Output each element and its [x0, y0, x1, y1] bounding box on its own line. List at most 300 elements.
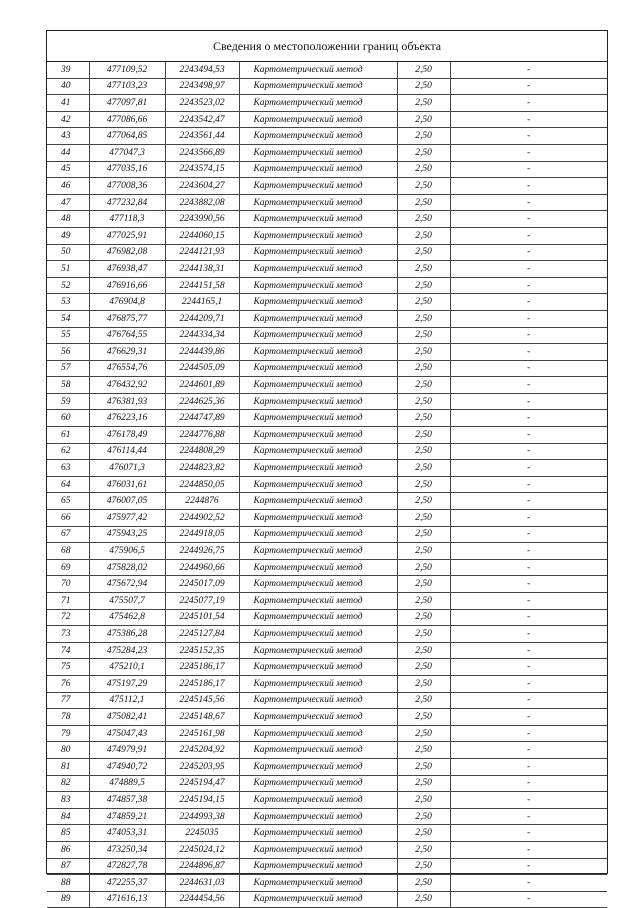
accuracy-cell: 2,50	[397, 675, 450, 692]
description-cell: -	[450, 792, 607, 809]
description-cell: -	[450, 825, 607, 842]
y-coordinate-cell: 2244631,03	[165, 875, 239, 892]
description-cell: -	[450, 476, 607, 493]
accuracy-cell: 2,50	[397, 858, 450, 875]
point-number-cell: 76	[47, 675, 89, 692]
table-row	[47, 211, 607, 228]
x-coordinate-cell: 474940,72	[89, 758, 165, 775]
method-cell: Картометрический метод	[239, 725, 397, 742]
y-coordinate-cell: 2243561,44	[165, 128, 239, 145]
point-number-cell: 56	[47, 344, 89, 361]
x-coordinate-cell: 476982,08	[89, 244, 165, 261]
method-cell: Картометрический метод	[239, 161, 397, 178]
table-row	[47, 78, 607, 95]
y-coordinate-cell: 2245186,17	[165, 659, 239, 676]
x-coordinate-cell: 475977,42	[89, 510, 165, 527]
accuracy-cell: 2,50	[397, 659, 450, 676]
y-coordinate-cell: 2243566,89	[165, 144, 239, 161]
method-cell: Картометрический метод	[239, 825, 397, 842]
accuracy-cell: 2,50	[397, 227, 450, 244]
x-coordinate-cell: 476904,8	[89, 294, 165, 311]
description-cell: -	[450, 692, 607, 709]
description-cell: -	[450, 543, 607, 560]
method-cell: Картометрический метод	[239, 294, 397, 311]
description-cell: -	[450, 310, 607, 327]
y-coordinate-cell: 2244138,31	[165, 261, 239, 278]
y-coordinate-cell: 2244896,87	[165, 858, 239, 875]
method-cell: Картометрический метод	[239, 410, 397, 427]
y-coordinate-cell: 2243523,02	[165, 95, 239, 112]
description-cell: -	[450, 443, 607, 460]
description-cell: -	[450, 576, 607, 593]
y-coordinate-cell: 2244439,86	[165, 344, 239, 361]
method-cell: Картометрический метод	[239, 543, 397, 560]
y-coordinate-cell: 2244747,89	[165, 410, 239, 427]
y-coordinate-cell: 2245077,19	[165, 593, 239, 610]
x-coordinate-cell: 475386,28	[89, 626, 165, 643]
accuracy-cell: 2,50	[397, 211, 450, 228]
description-cell: -	[450, 493, 607, 510]
table-row	[47, 344, 607, 361]
y-coordinate-cell: 2245145,56	[165, 692, 239, 709]
y-coordinate-cell: 2245148,67	[165, 709, 239, 726]
description-cell: -	[450, 410, 607, 427]
point-number-cell: 63	[47, 460, 89, 477]
table-row	[47, 891, 607, 908]
table-row	[47, 294, 607, 311]
x-coordinate-cell: 477025,91	[89, 227, 165, 244]
accuracy-cell: 2,50	[397, 609, 450, 626]
point-number-cell: 51	[47, 261, 89, 278]
x-coordinate-cell: 476031,61	[89, 476, 165, 493]
table-row	[47, 261, 607, 278]
point-number-cell: 89	[47, 891, 89, 908]
point-number-cell: 57	[47, 360, 89, 377]
x-coordinate-cell: 477097,81	[89, 95, 165, 112]
y-coordinate-cell: 2245194,15	[165, 792, 239, 809]
method-cell: Картометрический метод	[239, 62, 397, 78]
table-row	[47, 576, 607, 593]
y-coordinate-cell: 2245127,84	[165, 626, 239, 643]
y-coordinate-cell: 2244454,56	[165, 891, 239, 908]
method-cell: Картометрический метод	[239, 493, 397, 510]
x-coordinate-cell: 477118,3	[89, 211, 165, 228]
y-coordinate-cell: 2245152,35	[165, 642, 239, 659]
method-cell: Картометрический метод	[239, 244, 397, 261]
point-number-cell: 75	[47, 659, 89, 676]
point-number-cell: 81	[47, 758, 89, 775]
accuracy-cell: 2,50	[397, 808, 450, 825]
table-row	[47, 427, 607, 444]
y-coordinate-cell: 2244625,36	[165, 393, 239, 410]
x-coordinate-cell: 475672,94	[89, 576, 165, 593]
description-cell: -	[450, 344, 607, 361]
point-number-cell: 87	[47, 858, 89, 875]
method-cell: Картометрический метод	[239, 642, 397, 659]
description-cell: -	[450, 775, 607, 792]
table-row	[47, 443, 607, 460]
point-number-cell: 69	[47, 559, 89, 576]
accuracy-cell: 2,50	[397, 194, 450, 211]
x-coordinate-cell: 476554,76	[89, 360, 165, 377]
method-cell: Картометрический метод	[239, 659, 397, 676]
x-coordinate-cell: 477109,52	[89, 62, 165, 78]
table-row	[47, 62, 607, 78]
y-coordinate-cell: 2244165,1	[165, 294, 239, 311]
method-cell: Картометрический метод	[239, 510, 397, 527]
point-number-cell: 46	[47, 178, 89, 195]
y-coordinate-cell: 2244876	[165, 493, 239, 510]
y-coordinate-cell: 2245186,17	[165, 675, 239, 692]
y-coordinate-cell: 2244151,58	[165, 277, 239, 294]
method-cell: Картометрический метод	[239, 692, 397, 709]
point-number-cell: 58	[47, 377, 89, 394]
x-coordinate-cell: 477064,85	[89, 128, 165, 145]
y-coordinate-cell: 2245161,98	[165, 725, 239, 742]
method-cell: Картометрический метод	[239, 78, 397, 95]
method-cell: Картометрический метод	[239, 327, 397, 344]
accuracy-cell: 2,50	[397, 476, 450, 493]
table-row	[47, 360, 607, 377]
description-cell: -	[450, 808, 607, 825]
accuracy-cell: 2,50	[397, 626, 450, 643]
point-number-cell: 79	[47, 725, 89, 742]
point-number-cell: 67	[47, 526, 89, 543]
x-coordinate-cell: 476071,3	[89, 460, 165, 477]
table-row	[47, 725, 607, 742]
point-number-cell: 47	[47, 194, 89, 211]
point-number-cell: 42	[47, 111, 89, 128]
method-cell: Картометрический метод	[239, 111, 397, 128]
y-coordinate-cell: 2244902,52	[165, 510, 239, 527]
point-number-cell: 49	[47, 227, 89, 244]
method-cell: Картометрический метод	[239, 593, 397, 610]
x-coordinate-cell: 476764,55	[89, 327, 165, 344]
accuracy-cell: 2,50	[397, 178, 450, 195]
accuracy-cell: 2,50	[397, 310, 450, 327]
point-number-cell: 44	[47, 144, 89, 161]
point-number-cell: 88	[47, 875, 89, 892]
point-number-cell: 72	[47, 609, 89, 626]
table-row	[47, 808, 607, 825]
x-coordinate-cell: 475462,8	[89, 609, 165, 626]
accuracy-cell: 2,50	[397, 244, 450, 261]
x-coordinate-cell: 475284,23	[89, 642, 165, 659]
description-cell: -	[450, 609, 607, 626]
point-number-cell: 83	[47, 792, 89, 809]
table-row	[47, 95, 607, 112]
description-cell: -	[450, 261, 607, 278]
y-coordinate-cell: 2244960,66	[165, 559, 239, 576]
description-cell: -	[450, 875, 607, 892]
point-number-cell: 40	[47, 78, 89, 95]
method-cell: Картометрический метод	[239, 277, 397, 294]
point-number-cell: 45	[47, 161, 89, 178]
accuracy-cell: 2,50	[397, 692, 450, 709]
x-coordinate-cell: 476875,77	[89, 310, 165, 327]
description-cell: -	[450, 277, 607, 294]
y-coordinate-cell: 2245204,92	[165, 742, 239, 759]
y-coordinate-cell: 2244334,34	[165, 327, 239, 344]
table-row	[47, 559, 607, 576]
description-cell: -	[450, 194, 607, 211]
method-cell: Картометрический метод	[239, 875, 397, 892]
method-cell: Картометрический метод	[239, 128, 397, 145]
accuracy-cell: 2,50	[397, 62, 450, 78]
x-coordinate-cell: 476432,92	[89, 377, 165, 394]
table-row	[47, 675, 607, 692]
accuracy-cell: 2,50	[397, 510, 450, 527]
method-cell: Картометрический метод	[239, 891, 397, 908]
method-cell: Картометрический метод	[239, 310, 397, 327]
x-coordinate-cell: 476178,49	[89, 427, 165, 444]
x-coordinate-cell: 475210,1	[89, 659, 165, 676]
point-number-cell: 80	[47, 742, 89, 759]
table-row	[47, 410, 607, 427]
y-coordinate-cell: 2244808,29	[165, 443, 239, 460]
y-coordinate-cell: 2243882,08	[165, 194, 239, 211]
y-coordinate-cell: 2243990,56	[165, 211, 239, 228]
description-cell: -	[450, 211, 607, 228]
table-row	[47, 659, 607, 676]
description-cell: -	[450, 95, 607, 112]
table-row	[47, 128, 607, 145]
table-row	[47, 493, 607, 510]
method-cell: Картометрический метод	[239, 858, 397, 875]
point-number-cell: 61	[47, 427, 89, 444]
point-number-cell: 59	[47, 393, 89, 410]
x-coordinate-cell: 474857,38	[89, 792, 165, 809]
x-coordinate-cell: 475943,25	[89, 526, 165, 543]
accuracy-cell: 2,50	[397, 95, 450, 112]
x-coordinate-cell: 474889,5	[89, 775, 165, 792]
description-cell: -	[450, 675, 607, 692]
table-row	[47, 178, 607, 195]
method-cell: Картометрический метод	[239, 360, 397, 377]
point-number-cell: 85	[47, 825, 89, 842]
point-number-cell: 68	[47, 543, 89, 560]
method-cell: Картометрический метод	[239, 227, 397, 244]
description-cell: -	[450, 891, 607, 908]
x-coordinate-cell: 476381,93	[89, 393, 165, 410]
description-cell: -	[450, 377, 607, 394]
point-number-cell: 73	[47, 626, 89, 643]
description-cell: -	[450, 626, 607, 643]
method-cell: Картометрический метод	[239, 377, 397, 394]
table-row	[47, 393, 607, 410]
table-row	[47, 194, 607, 211]
y-coordinate-cell: 2244823,82	[165, 460, 239, 477]
x-coordinate-cell: 477047,3	[89, 144, 165, 161]
table-row	[47, 310, 607, 327]
method-cell: Картометрический метод	[239, 427, 397, 444]
accuracy-cell: 2,50	[397, 493, 450, 510]
x-coordinate-cell: 473250,34	[89, 841, 165, 858]
y-coordinate-cell: 2245035	[165, 825, 239, 842]
description-cell: -	[450, 841, 607, 858]
y-coordinate-cell: 2243542,47	[165, 111, 239, 128]
accuracy-cell: 2,50	[397, 111, 450, 128]
table-row	[47, 244, 607, 261]
x-coordinate-cell: 472255,37	[89, 875, 165, 892]
point-number-cell: 54	[47, 310, 89, 327]
method-cell: Картометрический метод	[239, 460, 397, 477]
point-number-cell: 74	[47, 642, 89, 659]
boundary-points-table	[47, 62, 607, 908]
x-coordinate-cell: 475047,43	[89, 725, 165, 742]
point-number-cell: 82	[47, 775, 89, 792]
accuracy-cell: 2,50	[397, 742, 450, 759]
point-number-cell: 62	[47, 443, 89, 460]
point-number-cell: 48	[47, 211, 89, 228]
description-cell: -	[450, 526, 607, 543]
accuracy-cell: 2,50	[397, 161, 450, 178]
method-cell: Картометрический метод	[239, 144, 397, 161]
method-cell: Картометрический метод	[239, 211, 397, 228]
method-cell: Картометрический метод	[239, 709, 397, 726]
table-row	[47, 460, 607, 477]
description-cell: -	[450, 725, 607, 742]
accuracy-cell: 2,50	[397, 128, 450, 145]
description-cell: -	[450, 427, 607, 444]
accuracy-cell: 2,50	[397, 709, 450, 726]
accuracy-cell: 2,50	[397, 526, 450, 543]
description-cell: -	[450, 294, 607, 311]
description-cell: -	[450, 161, 607, 178]
y-coordinate-cell: 2243494,53	[165, 62, 239, 78]
accuracy-cell: 2,50	[397, 327, 450, 344]
point-number-cell: 50	[47, 244, 89, 261]
accuracy-cell: 2,50	[397, 841, 450, 858]
y-coordinate-cell: 2245194,47	[165, 775, 239, 792]
accuracy-cell: 2,50	[397, 377, 450, 394]
table-row	[47, 792, 607, 809]
table-row	[47, 327, 607, 344]
accuracy-cell: 2,50	[397, 792, 450, 809]
table-row	[47, 825, 607, 842]
x-coordinate-cell: 475507,7	[89, 593, 165, 610]
point-number-cell: 39	[47, 62, 89, 78]
method-cell: Картометрический метод	[239, 476, 397, 493]
accuracy-cell: 2,50	[397, 460, 450, 477]
method-cell: Картометрический метод	[239, 443, 397, 460]
description-cell: -	[450, 642, 607, 659]
accuracy-cell: 2,50	[397, 725, 450, 742]
accuracy-cell: 2,50	[397, 393, 450, 410]
accuracy-cell: 2,50	[397, 344, 450, 361]
x-coordinate-cell: 475828,02	[89, 559, 165, 576]
point-number-cell: 41	[47, 95, 89, 112]
description-cell: -	[450, 244, 607, 261]
point-number-cell: 64	[47, 476, 89, 493]
description-cell: -	[450, 144, 607, 161]
description-cell: -	[450, 78, 607, 95]
accuracy-cell: 2,50	[397, 875, 450, 892]
y-coordinate-cell: 2245101,54	[165, 609, 239, 626]
x-coordinate-cell: 474053,31	[89, 825, 165, 842]
table-body	[47, 62, 607, 908]
x-coordinate-cell: 476938,47	[89, 261, 165, 278]
y-coordinate-cell: 2244209,71	[165, 310, 239, 327]
table-row	[47, 841, 607, 858]
accuracy-cell: 2,50	[397, 360, 450, 377]
table-row	[47, 626, 607, 643]
x-coordinate-cell: 471616,13	[89, 891, 165, 908]
y-coordinate-cell: 2244850,05	[165, 476, 239, 493]
point-number-cell: 77	[47, 692, 89, 709]
y-coordinate-cell: 2243498,97	[165, 78, 239, 95]
accuracy-cell: 2,50	[397, 758, 450, 775]
y-coordinate-cell: 2244776,88	[165, 427, 239, 444]
accuracy-cell: 2,50	[397, 78, 450, 95]
table-row	[47, 642, 607, 659]
description-cell: -	[450, 858, 607, 875]
accuracy-cell: 2,50	[397, 294, 450, 311]
description-cell: -	[450, 510, 607, 527]
y-coordinate-cell: 2244918,05	[165, 526, 239, 543]
point-number-cell: 52	[47, 277, 89, 294]
point-number-cell: 84	[47, 808, 89, 825]
method-cell: Картометрический метод	[239, 742, 397, 759]
table-row	[47, 377, 607, 394]
description-cell: -	[450, 178, 607, 195]
accuracy-cell: 2,50	[397, 775, 450, 792]
method-cell: Картометрический метод	[239, 808, 397, 825]
point-number-cell: 65	[47, 493, 89, 510]
point-number-cell: 53	[47, 294, 89, 311]
method-cell: Картометрический метод	[239, 344, 397, 361]
x-coordinate-cell: 477035,16	[89, 161, 165, 178]
x-coordinate-cell: 476007,05	[89, 493, 165, 510]
table-row	[47, 875, 607, 892]
accuracy-cell: 2,50	[397, 642, 450, 659]
y-coordinate-cell: 2245203,95	[165, 758, 239, 775]
description-cell: -	[450, 742, 607, 759]
y-coordinate-cell: 2245017,09	[165, 576, 239, 593]
accuracy-cell: 2,50	[397, 559, 450, 576]
x-coordinate-cell: 476223,16	[89, 410, 165, 427]
description-cell: -	[450, 709, 607, 726]
description-cell: -	[450, 559, 607, 576]
y-coordinate-cell: 2244121,93	[165, 244, 239, 261]
method-cell: Картометрический метод	[239, 758, 397, 775]
table-row	[47, 227, 607, 244]
table-row	[47, 476, 607, 493]
table-row	[47, 277, 607, 294]
table-row	[47, 144, 607, 161]
accuracy-cell: 2,50	[397, 825, 450, 842]
description-cell: -	[450, 62, 607, 78]
method-cell: Картометрический метод	[239, 393, 397, 410]
accuracy-cell: 2,50	[397, 261, 450, 278]
x-coordinate-cell: 475197,29	[89, 675, 165, 692]
table-row	[47, 526, 607, 543]
table-row	[47, 161, 607, 178]
x-coordinate-cell: 474859,21	[89, 808, 165, 825]
description-cell: -	[450, 593, 607, 610]
x-coordinate-cell: 477103,23	[89, 78, 165, 95]
x-coordinate-cell: 472827,78	[89, 858, 165, 875]
description-cell: -	[450, 360, 607, 377]
method-cell: Картометрический метод	[239, 178, 397, 195]
x-coordinate-cell: 477232,84	[89, 194, 165, 211]
y-coordinate-cell: 2244601,89	[165, 377, 239, 394]
table-row	[47, 609, 607, 626]
method-cell: Картометрический метод	[239, 792, 397, 809]
method-cell: Картометрический метод	[239, 194, 397, 211]
table-row	[47, 510, 607, 527]
y-coordinate-cell: 2244926,75	[165, 543, 239, 560]
